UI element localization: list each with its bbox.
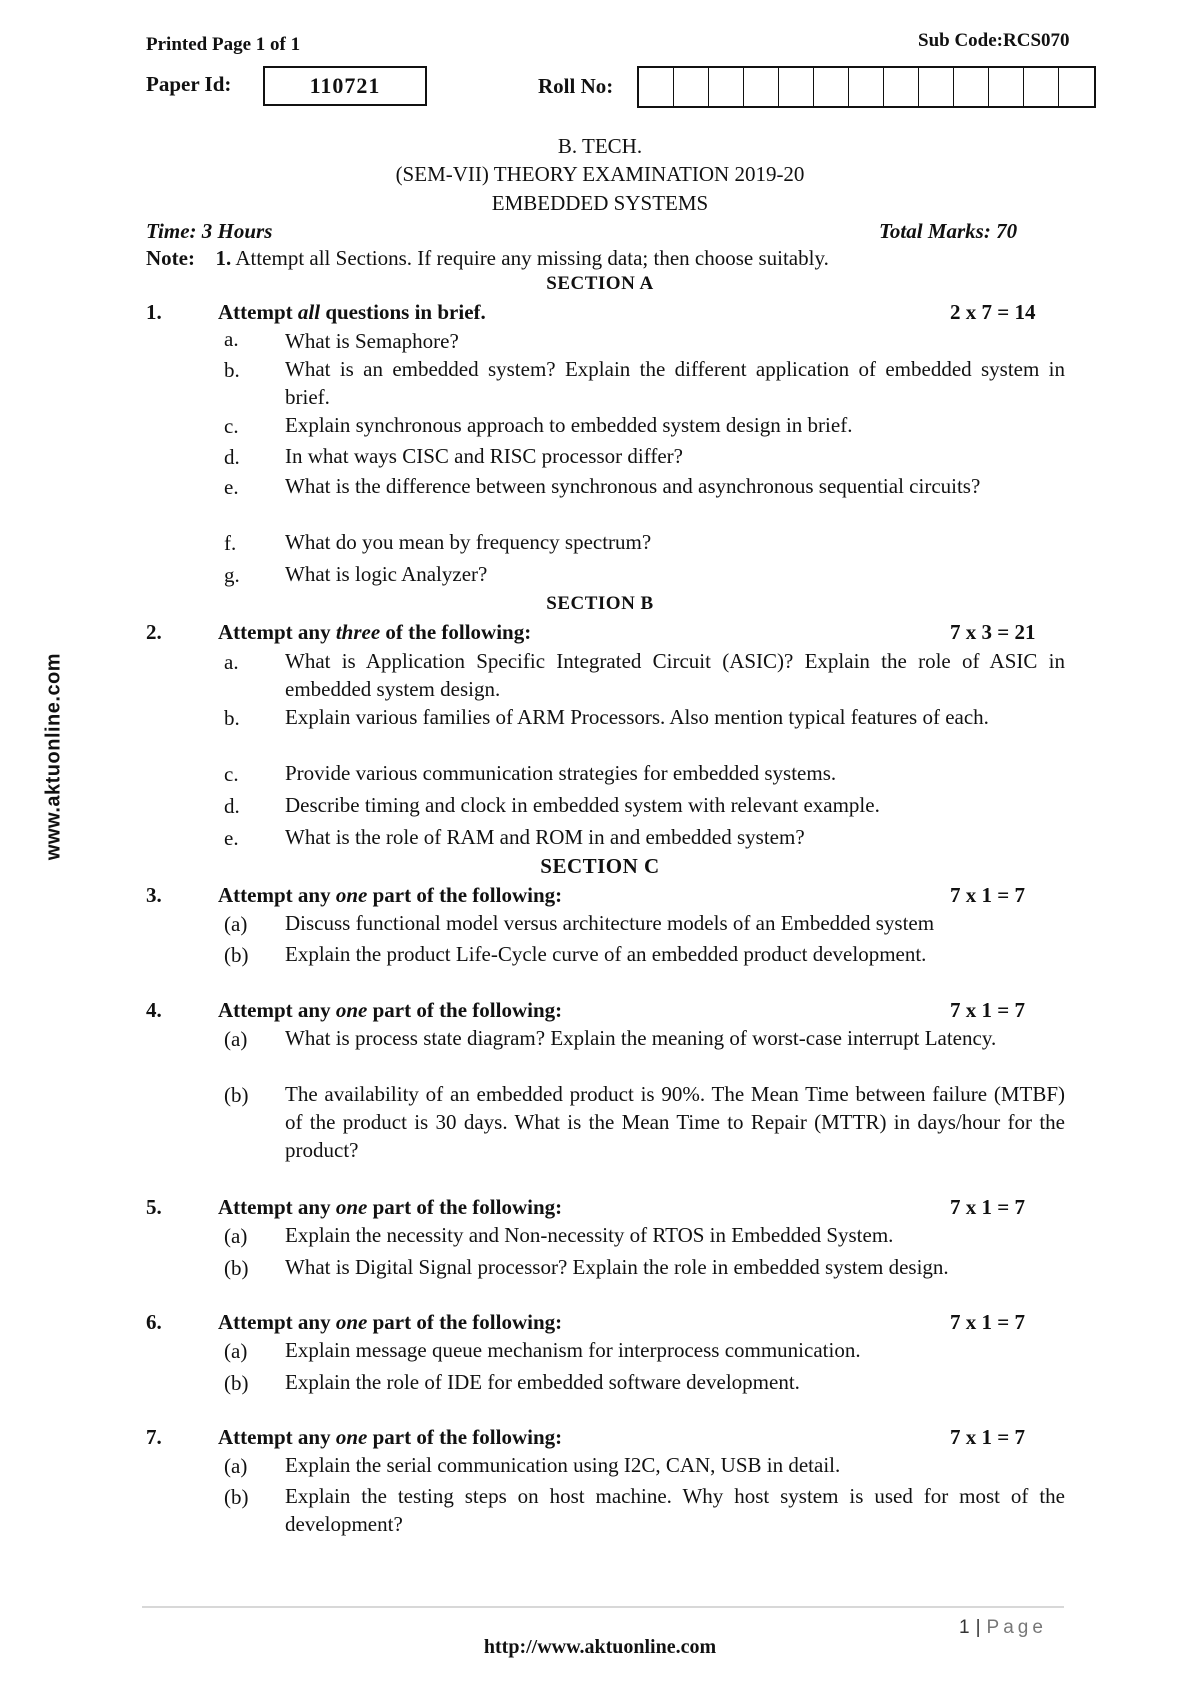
- roll-no-digit-box: [674, 68, 709, 106]
- question-4-marks: 7 x 1 = 7: [950, 998, 1025, 1022]
- section-c-heading: SECTION C: [540, 854, 660, 878]
- q2-item-text: Provide various communication strategies for embedded systems.: [285, 761, 837, 785]
- q1-item-text: Explain synchronous approach to embedded system design in brief.: [285, 413, 853, 437]
- question-5-instruction: Attempt any one part of the following:: [218, 1195, 563, 1219]
- q4-item-text: What is process state diagram? Explain the meaning of worst-case interrupt Latency.: [285, 1026, 997, 1050]
- roll-no-digit-box: [1024, 68, 1059, 106]
- q7-item-label: (b): [224, 1485, 249, 1509]
- watermark-text: www.aktuonline.com: [42, 652, 65, 861]
- question-1-marks: 2 x 7 = 14: [950, 300, 1036, 324]
- q7-item-label: (a): [224, 1454, 248, 1478]
- q3-item-text: Discuss functional model versus architecture models of an Embedded system: [285, 911, 935, 935]
- q4-item-label: (b): [224, 1083, 249, 1107]
- q6-item-label: (a): [224, 1339, 248, 1363]
- question-7-instruction: Attempt any one part of the following:: [218, 1425, 563, 1449]
- q4-item-label: (a): [224, 1027, 248, 1051]
- q5-item-label: (a): [224, 1224, 248, 1248]
- q1-item-label: g.: [224, 563, 240, 587]
- question-5-marks: 7 x 1 = 7: [950, 1195, 1025, 1219]
- question-6-marks: 7 x 1 = 7: [950, 1310, 1025, 1334]
- section-b-heading: SECTION B: [546, 593, 654, 614]
- roll-no-digit-box: [814, 68, 849, 106]
- question-3-instruction: Attempt any one part of the following:: [218, 883, 563, 907]
- q5-item-text: Explain the necessity and Non-necessity of RTOS in Embedded System.: [285, 1223, 894, 1247]
- question-6-number: 6.: [146, 1310, 162, 1334]
- question-4-instruction: Attempt any one part of the following:: [218, 998, 563, 1022]
- paper-id-label: Paper Id:: [146, 72, 232, 96]
- subject-code: Sub Code:RCS070: [918, 30, 1070, 51]
- printed-page-text: Printed Page 1 of 1: [146, 34, 301, 55]
- roll-no-digit-box: [989, 68, 1024, 106]
- question-5-number: 5.: [146, 1195, 162, 1219]
- note-text: Attempt all Sections. If require any missing data; then choose suitably.: [235, 246, 829, 270]
- question-6-instruction: Attempt any one part of the following:: [218, 1310, 563, 1334]
- degree-title: B. TECH.: [557, 134, 643, 158]
- q2-item-label: a.: [224, 650, 239, 674]
- q6-item-text: Explain message queue mechanism for interprocess communication.: [285, 1338, 861, 1362]
- question-1-instruction: Attempt all questions in brief.: [218, 300, 486, 324]
- q3-item-text: Explain the product Life-Cycle curve of an embedded product development.: [285, 942, 927, 966]
- roll-no-digit-box: [1059, 68, 1094, 106]
- q1-item-text: What is an embedded system? Explain the different application of embedded system in brief.: [285, 357, 1065, 409]
- q1-item-label: d.: [224, 445, 240, 469]
- paper-id-value: 110721: [309, 73, 381, 98]
- q2-item-text: Explain various families of ARM Processors. Also mention typical features of each.: [285, 705, 989, 729]
- q2-item-text: Describe timing and clock in embedded system with relevant example.: [285, 793, 880, 817]
- q6-item-text: Explain the role of IDE for embedded software development.: [285, 1370, 800, 1394]
- roll-no-label: Roll No:: [538, 74, 614, 98]
- q1-item-label: c.: [224, 414, 239, 438]
- q1-item-text: In what ways CISC and RISC processor differ?: [285, 444, 683, 468]
- q7-item-text: Explain the serial communication using I2C, CAN, USB in detail.: [285, 1453, 841, 1477]
- q6-item-label: (b): [224, 1371, 249, 1395]
- roll-no-digit-box: [639, 68, 674, 106]
- question-3-marks: 7 x 1 = 7: [950, 883, 1025, 907]
- roll-no-digit-box: [954, 68, 989, 106]
- q2-item-text: What is Application Specific Integrated Circuit (ASIC)? Explain the role of ASIC in embedded system design.: [285, 649, 1065, 701]
- page-separator: |: [975, 1617, 981, 1638]
- q5-item-text: What is Digital Signal processor? Explain the role in embedded system design.: [285, 1255, 949, 1279]
- paper-id-box: [263, 66, 427, 106]
- q1-item-label: a.: [224, 327, 239, 351]
- q7-item-text: Explain the testing steps on host machine. Why host system is used for most of the development?: [285, 1484, 1065, 1536]
- question-7-marks: 7 x 1 = 7: [950, 1425, 1025, 1449]
- q2-item-text: What is the role of RAM and ROM in and embedded system?: [285, 825, 805, 849]
- q1-item-label: e.: [224, 475, 239, 499]
- section-a-heading: SECTION A: [546, 273, 654, 294]
- question-4-number: 4.: [146, 998, 162, 1022]
- q1-item-text: What is the difference between synchronous and asynchronous sequential circuits?: [285, 474, 981, 498]
- q3-item-label: (b): [224, 943, 249, 967]
- q4-item-text: The availability of an embedded product is 90%. The Mean Time between failure (MTBF) of the product is 30 days. What is the Mean Time to Repair (MTTR) in days/hour for the product?: [285, 1082, 1065, 1162]
- q2-item-label: e.: [224, 826, 239, 850]
- note-label: Note:: [146, 246, 195, 270]
- note: [146, 246, 829, 271]
- roll-no-digit-box: [849, 68, 884, 106]
- q1-item-text: What is Semaphore?: [285, 329, 459, 353]
- question-3-number: 3.: [146, 883, 162, 907]
- exam-title: (SEM-VII) THEORY EXAMINATION 2019-20: [395, 162, 805, 186]
- q3-item-label: (a): [224, 912, 248, 936]
- roll-no-boxes: [637, 66, 1096, 108]
- exam-time: Time: 3 Hours: [146, 219, 273, 243]
- q2-item-label: d.: [224, 794, 240, 818]
- question-2-number: 2.: [146, 620, 162, 644]
- roll-no-digit-box: [919, 68, 954, 106]
- page-number-value: 1: [959, 1617, 970, 1638]
- roll-no-digit-box: [709, 68, 744, 106]
- q2-item-label: c.: [224, 762, 239, 786]
- q1-item-text: What do you mean by frequency spectrum?: [285, 530, 652, 554]
- q1-item-text: What is logic Analyzer?: [285, 562, 488, 586]
- question-1-number: 1.: [146, 300, 162, 324]
- roll-no-digit-box: [744, 68, 779, 106]
- roll-no-digit-box: [779, 68, 814, 106]
- subject-title: EMBEDDED SYSTEMS: [491, 191, 709, 215]
- note-number: 1.: [215, 246, 232, 270]
- total-marks: Total Marks: 70: [879, 219, 1018, 243]
- roll-no-digit-box: [884, 68, 919, 106]
- question-7-number: 7.: [146, 1425, 162, 1449]
- footer-url[interactable]: http://www.aktuonline.com: [483, 1636, 717, 1658]
- q1-item-label: f.: [224, 531, 237, 555]
- q2-item-label: b.: [224, 706, 240, 730]
- question-2-instruction: Attempt any three of the following:: [218, 620, 532, 644]
- page-word: Page: [986, 1617, 1047, 1638]
- q5-item-label: (b): [224, 1256, 249, 1280]
- footer-divider: [142, 1606, 1064, 1608]
- q1-item-label: b.: [224, 358, 240, 382]
- question-2-marks: 7 x 3 = 21: [950, 620, 1036, 644]
